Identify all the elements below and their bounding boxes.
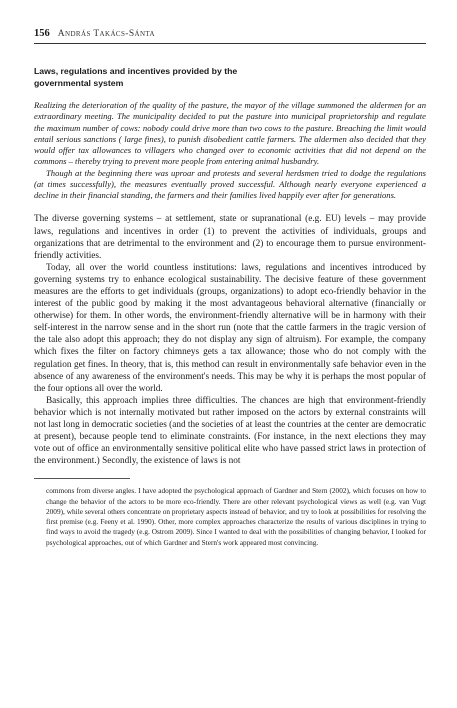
body-paragraph: Basically, this approach implies three difficulties. The chances are high that environment-friendly behavior which is not internally motivated but rather imposed on the actors by external constraints will not last long in democratic societies (and the societies of at least the countries at the center are democratic at present), because people tend to eliminate constraints. (For instance, in the next elections they may vote out of office an environmentally sensitive political elite who have passed strict laws in protection of the environment.) Secondly, the existence of laws is not (34, 395, 426, 467)
story-vignette (34, 100, 426, 201)
footnote-divider (34, 478, 130, 479)
body-paragraph: Today, all over the world countless institutions: laws, regulations and incentives introduced by governing systems try to enhance ecological sustainability. The decisive feature of these government measures are the efforts to get individuals (groups, organizations) to adopt eco-friendly behavior in the interest of the public good by making it the most advantageous behavioral alternative (financially or otherwise) for them. In other words, the environment-friendly alternative will be in harmony with their self-interest in the narrow sense and in the short run (note that the cattle farmers in the tragic version of the tale also adopt this approach; they do not display any sign of altruism). For example, the company which fixes the filter on factory chimneys gets a tax allowance; those who do not comply with the regulation get fines. In theory, that is, this method can result in environmentally safe behavior even in the absence of any awareness of the environment's needs. This may be why it is perhaps the most popular of the four options all over the world. (34, 262, 426, 394)
running-head (34, 28, 426, 44)
vignette-paragraph: Realizing the deterioration of the quality of the pasture, the mayor of the village summoned the aldermen for an extraordinary meeting. The municipality decided to put the pasture into municipal proprietorship and regulate the maximum number of cows: nobody could drive more than two cows to the pasture. Breaching the limit would entail serious sanctions ( large fines), to punish disobedient cattle farmers. The aldermen also decided that they would offer tax allowances to villagers who changed over to economic activities that did not depend on the commons – thereby trying to prevent more people from entering animal husbandry. (34, 100, 426, 167)
page-number: 156 (34, 28, 50, 39)
footnote-text: commons from diverse angles. I have adopted the psychological approach of Gardner and Stern (2002), which focuses on how to change the behavior of the actors to be more eco-friendly. There are other relevant psychological views as well (e.g. van Vugt 2009), while several others concentrate on proprietary aspects instead of behavior, and try to look at possibilities for resolving the first premise (e.g. Feeny et al. 1990). Other, more complex approaches characterize the results of various disciplines in trying to find ways to avoid the tragedy (e.g. Ostrom 2009). Since I wanted to deal with the possibilities of changing behavior, I looked for psychological approaches, out of which Gardner and Stern's work appeared most convincing. (46, 486, 426, 547)
vignette-paragraph: Though at the beginning there was uproar and protests and several herdsmen tried to dodge the regulations (at times successfully), the measures eventually proved successful. Although nearly everyone experienced a decline in their financial standing, the farmers and their families lived happily ever after for generations. (34, 167, 426, 201)
book-page (34, 28, 426, 548)
body-paragraph: The diverse governing systems – at settlement, state or supranational (e.g. EU) levels – may provide laws, regulations and incentives in order (1) to prevent the activities of individuals, groups and organizations that are detrimental to the environment and (2) to encourage them to pursue environment-friendly activities. (34, 214, 426, 261)
section-title: Laws, regulations and incentives provided by the governmental system (34, 66, 238, 88)
running-head-author: András Takács-Sánta (57, 29, 155, 39)
body-text (34, 213, 426, 467)
